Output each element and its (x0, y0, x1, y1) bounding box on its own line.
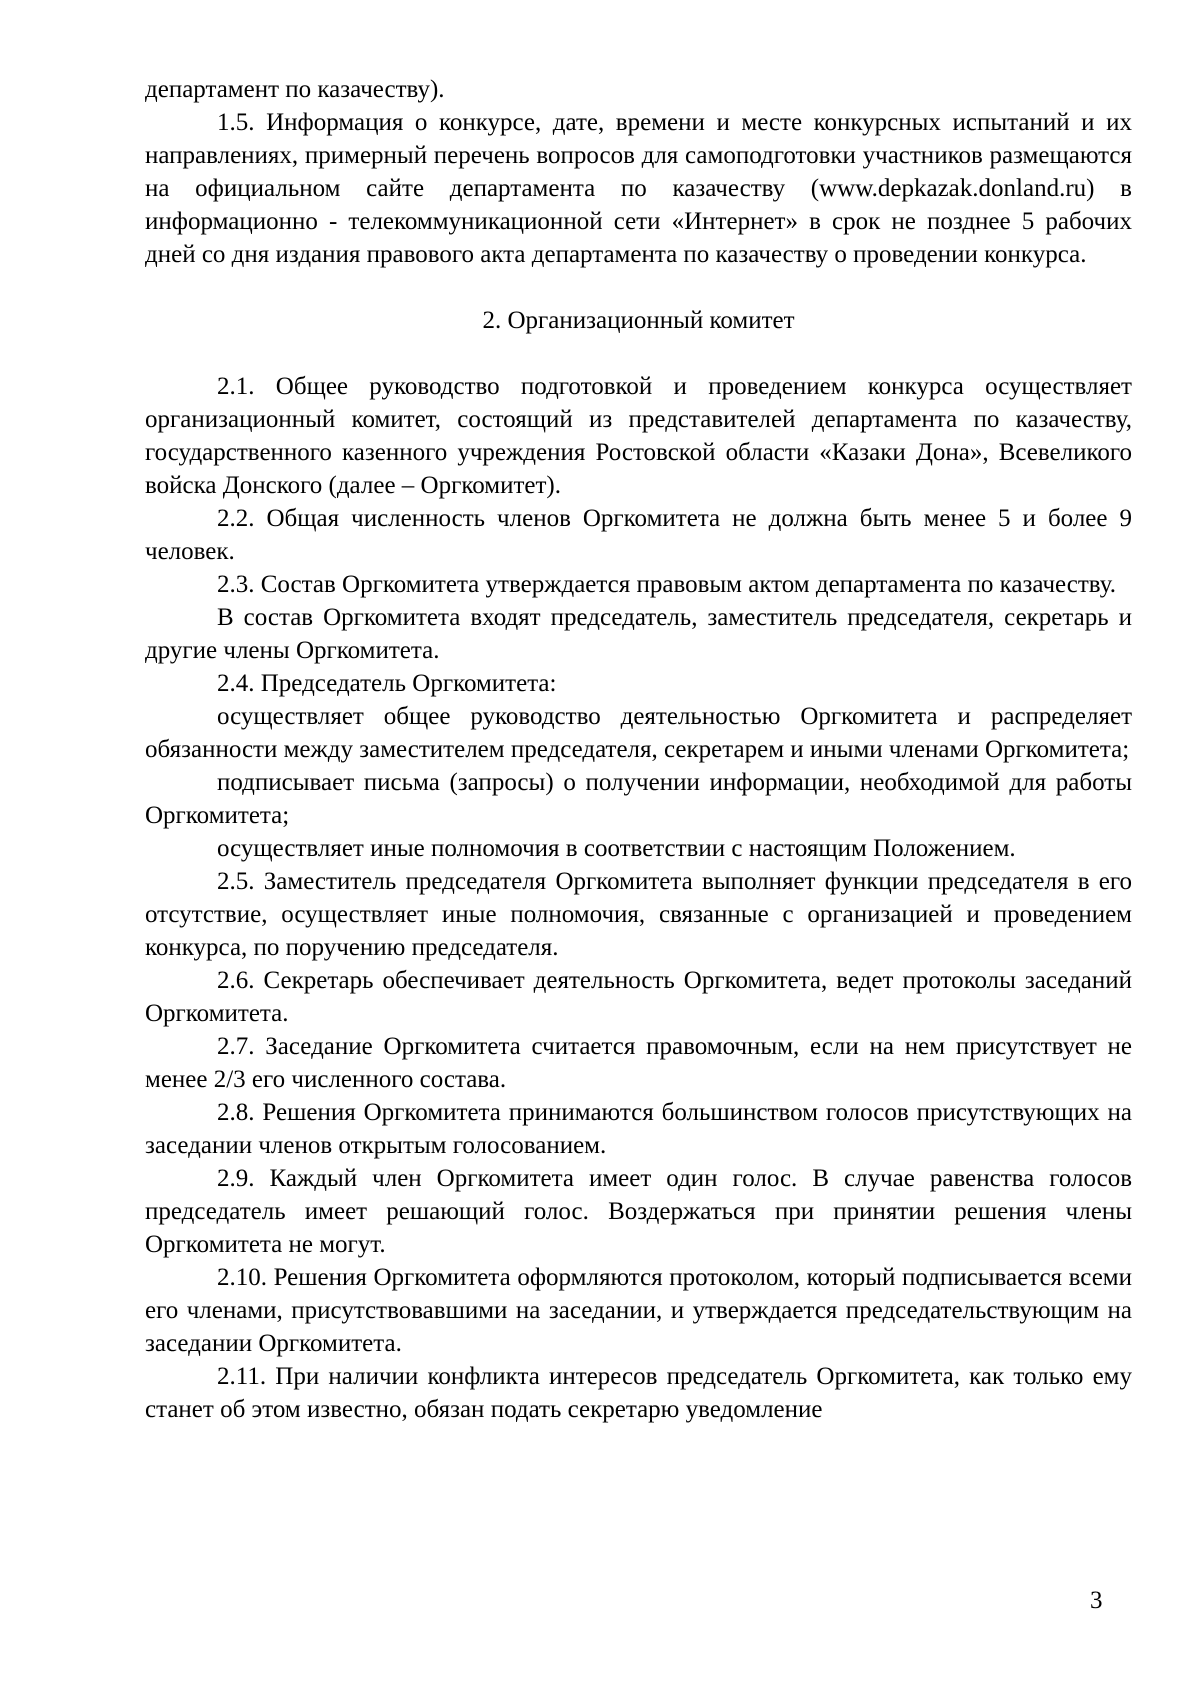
paragraph-2-6: 2.6. Секретарь обеспечивает деятельность Оргкомитета, ведет протоколы заседаний Оргкомитета. (145, 967, 1132, 1027)
paragraph-continuation: департамент по казачеству). (145, 76, 445, 103)
paragraph-2-3-composition: В состав Оргкомитета входят председатель, заместитель председателя, секретарь и другие члены Оргкомитета. (145, 604, 1132, 664)
paragraph-2-8: 2.8. Решения Оргкомитета принимаются большинством голосов присутствующих на заседании членов открытым голосованием. (145, 1099, 1132, 1159)
paragraph-2-9: 2.9. Каждый член Оргкомитета имеет один голос. В случае равенства голосов председатель имеет решающий голос. Воздержаться при принятии решения члены Оргкомитета не могут. (145, 1165, 1132, 1258)
paragraph-2-5: 2.5. Заместитель председателя Оргкомитета выполняет функции председателя в его отсутствие, осуществляет иные полномочия, связанные с организацией и проведением конкурса, по поручению председателя. (145, 868, 1132, 961)
paragraph-1-5: 1.5. Информация о конкурсе, дате, времени и месте конкурсных испытаний и их направлениях, примерный перечень вопросов для самоподготовки участников размещаются на официальном сайте департамента по казачеству (www.depkazak.donland.ru) в информационно - телекоммуникационной сети «Интернет» в срок не позднее 5 рабочих дней со дня издания правового акта департамента по казачеству о проведении конкурса. (145, 109, 1132, 268)
paragraph-2-2: 2.2. Общая численность членов Оргкомитета не должна быть менее 5 и более 9 человек. (145, 505, 1132, 565)
document-body (145, 73, 1132, 1426)
paragraph-2-4: 2.4. Председатель Оргкомитета: (217, 670, 557, 697)
paragraph-2-10: 2.10. Решения Оргкомитета оформляются протоколом, который подписывается всеми его членами, присутствовавшими на заседании, и утверждается председательствующим на заседании Оргкомитета. (145, 1264, 1132, 1357)
paragraph-2-1: 2.1. Общее руководство подготовкой и проведением конкурса осуществляет организационный комитет, состоящий из представителей департамента по казачеству, государственного казенного учреждения Ростовской области «Казаки Дона», Всевеликого войска Донского (далее – Оргкомитет). (145, 373, 1132, 499)
paragraph-2-4-duty-2: подписывает письма (запросы) о получении информации, необходимой для работы Оргкомитета; (145, 769, 1132, 829)
page-number: 3 (1090, 1587, 1103, 1614)
paragraph-2-4-duty-1: осуществляет общее руководство деятельностью Оргкомитета и распределяет обязанности между заместителем председателя, секретарем и иными членами Оргкомитета; (145, 703, 1132, 763)
paragraph-2-7: 2.7. Заседание Оргкомитета считается правомочным, если на нем присутствует не менее 2/3 его численного состава. (145, 1033, 1132, 1093)
section-heading: 2. Организационный комитет (482, 307, 795, 334)
paragraph-2-4-duty-3: осуществляет иные полномочия в соответствии с настоящим Положением. (217, 835, 1016, 862)
paragraph-2-11: 2.11. При наличии конфликта интересов председатель Оргкомитета, как только ему станет об этом известно, обязан подать секретарю уведомление (145, 1363, 1132, 1423)
paragraph-2-3: 2.3. Состав Оргкомитета утверждается правовым актом департамента по казачеству. (217, 571, 1116, 598)
